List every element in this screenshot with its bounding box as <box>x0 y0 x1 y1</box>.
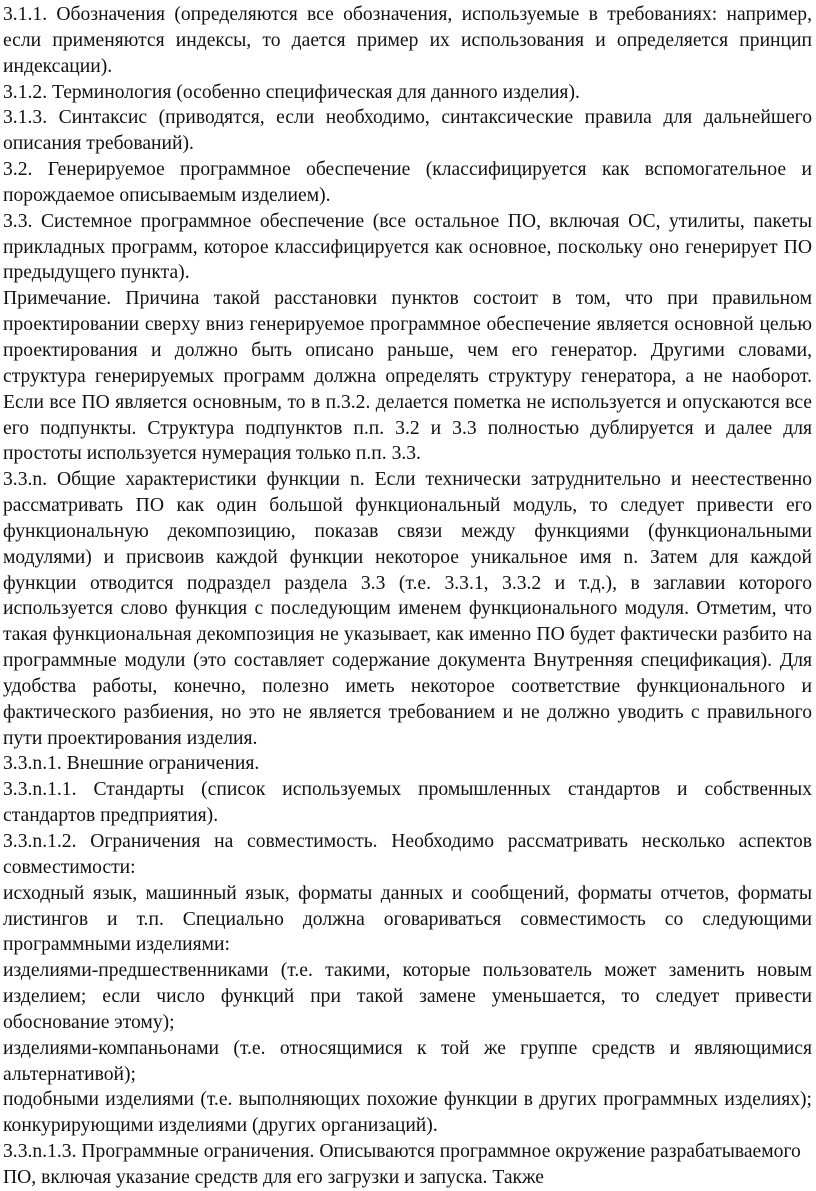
paragraph-predecessor-products: изделиями-предшественниками (т.е. такими, которые пользователь может заменить новым изделием; если число функций при такой замене уменьшается, то следует привести обоснование этому); <box>3 960 812 1033</box>
paragraph-3-3-n-1-external-constraints: 3.3.n.1. Внешние ограничения. <box>3 753 260 775</box>
paragraph-3-1-2-terminology: 3.1.2. Терминология (особенно специфическая для данного изделия). <box>3 81 580 103</box>
paragraph-3-3-n-1-3-software-constraints: 3.3.n.1.3. Программные ограничения. Описываются программное окружение разрабатываемого ПО, включая указание средств для его загрузки и запуска. Также <box>3 1141 801 1188</box>
paragraph-3-3-n-1-1-standards: 3.3.n.1.1. Стандарты (список используемых промышленных стандартов и собственных стандартов предприятия). <box>3 779 812 827</box>
paragraph-3-1-3-syntax: 3.1.3. Синтаксис (приводятся, если необходимо, синтаксические правила для дальнейшего описания требований). <box>3 107 812 155</box>
paragraph-companion-products: изделиями-компаньонами (т.е. относящимися к той же группе средств и являющимися альтернативой); <box>3 1037 812 1085</box>
paragraph-compatibility-aspects: исходный язык, машинный язык, форматы данных и сообщений, форматы отчетов, форматы листингов и т.п. Специально должна оговариваться совместимость со следующими программными изделиями: <box>3 882 812 956</box>
paragraph-3-3-n-function-characteristics: 3.3.n. Общие характеристики функции n. Если технически затруднительно и неестественно рассматривать ПО как один большой функциональный модуль, то следует привести его функциональную декомпозицию, показав связи между функциями (функциональными модулями) и присвоив каждой функции некоторое уникальное имя n. Затем для каждой функции отводится подраздел раздела 3.3 (т.е. 3.3.1, 3.3.2 и т.д.), в заглавии которого используется слово функция с последующим именем функционального модуля. Отметим, что такая функциональная декомпозиция не указывает, как именно ПО будет фактически разбито на программные модули (это составляет содержание документа Внутренняя спецификация). Для удобства работы, конечно, полезно иметь некоторое соответствие функционального и фактического разбиения, но это не является требованием и не должно уводить с правильного пути проектирования изделия. <box>3 469 812 749</box>
paragraph-3-2-generated-software: 3.2. Генерируемое программное обеспечение (классифицируется как вспомогательное и порождаемое описываемым изделием). <box>3 159 812 206</box>
paragraph-3-3-n-1-2-compatibility: 3.3.n.1.2. Ограничения на совместимость. Необходимо рассматривать несколько аспектов совместимости: <box>3 831 812 878</box>
paragraph-3-1-1-notation: 3.1.1. Обозначения (определяются все обозначения, используемые в требованиях: например, если применяются индексы, то дается пример их использования и определяется принцип индексации). <box>3 4 812 77</box>
paragraph-similar-products: подобными изделиями (т.е. выполняющих похожие функции в других программных изделиях); конкурирующими изделиями (других организаций). <box>3 1089 812 1137</box>
paragraph-3-3-system-software: 3.3. Системное программное обеспечение (все остальное ПО, включая ОС, утилиты, пакеты прикладных программ, которое классифицируется как основное, поскольку оно генерирует ПО предыдущего пункта). <box>3 210 812 284</box>
paragraph-note: Примечание. Причина такой расстановки пунктов состоит в том, что при правильном проектировании сверху вниз генерируемое программное обеспечение является основной целью проектирования и должно быть описано раньше, чем его генератор. Другими словами, структура генерируемых программ должна определять структуру генератора, а не наоборот. Если все ПО является основным, то в п.3.2. делается пометка не используется и опускаются все его подпункты. Структура подпунктов п.п. 3.2 и 3.3 полностью дублируется и далее для простоты используется нумерация только п.п. 3.3. <box>3 288 812 465</box>
